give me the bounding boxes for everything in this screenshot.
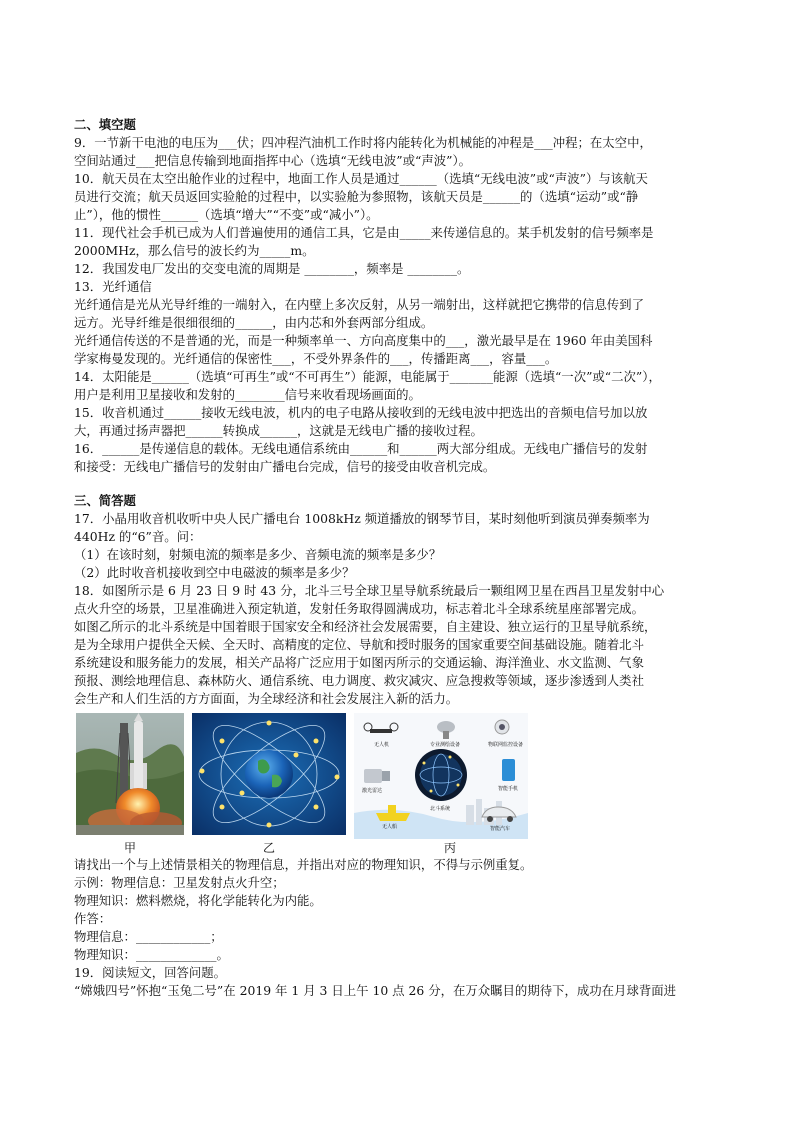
text-line: 15．收音机通过______接收无线电波，机内的电子电路从接收到的无线电波中把选出的音频电信号加以放 xyxy=(74,405,648,420)
short-answer-questions xyxy=(74,510,724,708)
text-line: 预报、测绘地理信息、森林防火、通信系统、电力调度、救灾减灾、应急搜救等领域，逐步渗透到人类社 xyxy=(74,673,644,688)
text-line: 光纤通信是光从光导纤维的一端射入，在内壁上多次反射，从另一端射出，这样就把它携带的信息传到了 xyxy=(74,297,644,312)
satellite-constellation-image xyxy=(192,713,346,835)
text-line: 会生产和人们生活的方方面面，为全球经济和社会发展注入新的活力。 xyxy=(74,691,459,706)
text-line: 19．阅读短文，回答问题。 xyxy=(74,965,227,980)
section-heading-short-answer: 三、简答题 xyxy=(74,493,136,508)
text-line: 440Hz 的“6”音。问： xyxy=(74,529,202,544)
figure-row xyxy=(74,713,724,853)
text-line: 止”），他的惯性______（选填“增大”“不变”或“减小”）。 xyxy=(74,207,379,222)
text-line: 18．如图所示是 6 月 23 日 9 时 43 分，北斗三号全球卫星导航系统最后一颗组网卫星在西昌卫星发射中心 xyxy=(74,583,665,598)
text-line: 物理知识：燃料燃烧，将化学能转化为内能。 xyxy=(74,893,322,908)
text-line: 员进行交流；航天员返回实验舱的过程中，以实验舱为参照物，该航天员是______的（选填“运动”或“静 xyxy=(74,189,639,204)
text-line: （2）此时收音机接收到空中电磁波的频率是多少？ xyxy=(74,565,355,580)
label-iot-monitor: 物联网监控设备 xyxy=(488,742,524,748)
text-line: 大，再通过扬声器把______转换成______，这就是无线电广播的接收过程。 xyxy=(74,423,483,438)
text-line: 10．航天员在太空出舱作业的过程中，地面工作人员是通过______（选填“无线电波”或“声波”）与该航天 xyxy=(74,171,648,186)
label-beidou-system: 北斗系统 xyxy=(430,806,451,812)
text-line: 用户是利用卫星接收和发射的________信号来收看现场画面的。 xyxy=(74,387,421,402)
text-line: 16．______是传递信息的载体。无线电通信系统由______和______两大部分组成。无线电广播信号的发射 xyxy=(74,441,648,456)
answer-blank-info: 物理信息：____________； xyxy=(74,929,223,944)
text-line: 光纤通信传送的不是普通的光，而是一种频率单一、方向高度集中的___，激光最早是在 1960 年由美国科 xyxy=(74,333,653,348)
text-line: 14．太阳能是______（选填“可再生”或“不可再生”）能源，电能属于_______能源（选填“一次”或“二次”）， xyxy=(74,369,661,384)
text-line: 空间站通过___把信息传输到地面指挥中心（选填“无线电波”或“声波”）。 xyxy=(74,153,472,168)
label-smartphone: 智能手机 xyxy=(498,786,519,792)
caption-bing: 丙 xyxy=(443,841,456,855)
fill-in-questions xyxy=(74,134,724,476)
text-line: 9．一节新干电池的电压为___伏；四冲程汽油机工作时将内能转化为机械能的冲程是___冲程；在太空中， xyxy=(74,135,652,150)
text-line: 系统建设和服务能力的发展，相关产品将广泛应用于如图丙所示的交通运输、海洋渔业、水文监测、气象 xyxy=(74,655,644,670)
text-line: （1）在该时刻，射频电流的频率是多少、音频电流的频率是多少？ xyxy=(74,547,442,562)
label-unmanned-boat: 无人船 xyxy=(382,824,398,830)
label-survey-equipment: 专业测绘设备 xyxy=(430,742,461,748)
text-line: 作答： xyxy=(74,911,112,926)
text-line: 远方。光导纤维是很细很细的______，由内芯和外套两部分组成。 xyxy=(74,315,434,330)
rocket-launch-image xyxy=(76,713,184,835)
applications-image xyxy=(354,713,528,839)
text-line: 请找出一个与上述情景相关的物理信息，并指出对应的物理知识，不得与示例重复。 xyxy=(74,857,533,872)
text-line: 点火升空的场景，卫星准确进入预定轨道，发射任务取得圆满成功，标志着北斗全球系统星座部署完成。 xyxy=(74,601,644,616)
label-smart-car: 智能汽车 xyxy=(490,826,511,832)
answer-blank-knowledge: 物理知识：_____________。 xyxy=(74,947,229,962)
section-heading-fill-in: 二、填空题 xyxy=(74,117,136,132)
text-line: 2000MHz，那么信号的波长约为_____m。 xyxy=(74,243,315,258)
label-lidar: 激光雷达 xyxy=(362,788,383,794)
text-line: 17．小晶用收音机收听中央人民广播电台 1008kHz 频道播放的钢琴节目，某时刻他听到演员弹奏频率为 xyxy=(74,511,650,526)
text-line: 示例：物理信息：卫星发射点火升空； xyxy=(74,875,285,890)
text-line: 13．光纤通信 xyxy=(74,279,152,294)
text-line: 11．现代社会手机已成为人们普遍使用的通信工具，它是由_____来传递信息的。某手机发射的信号频率是 xyxy=(74,225,654,240)
text-line: 是为全球用户提供全天候、全天时、高精度的定位、导航和授时服务的国家重要空间基础设施。随着北斗 xyxy=(74,637,644,652)
label-drone: 无人机 xyxy=(374,742,390,748)
caption-yi: 乙 xyxy=(262,841,275,855)
text-line: 和接受：无线电广播信号的发射由广播电台完成，信号的接受由收音机完成。 xyxy=(74,459,496,474)
text-line: “嫦娥四号”怀抱“玉兔二号”在 2019 年 1 月 3 日上午 10 点 26 分，在万众瞩目的期待下，成功在月球背面进 xyxy=(74,983,677,998)
text-line: 如图乙所示的北斗系统是中国着眼于国家安全和经济社会发展需要，自主建设、独立运行的卫星导航系统， xyxy=(74,619,657,634)
answer-instructions xyxy=(74,856,724,1000)
document-page xyxy=(74,116,724,1000)
text-line: 学家梅曼发现的。光纤通信的保密性___，不受外界条件的___，传播距离___，容量___。 xyxy=(74,351,558,366)
caption-jia: 甲 xyxy=(123,841,136,855)
text-line: 12．我国发电厂发出的交变电流的周期是 ________，频率是 ________。 xyxy=(74,261,470,276)
